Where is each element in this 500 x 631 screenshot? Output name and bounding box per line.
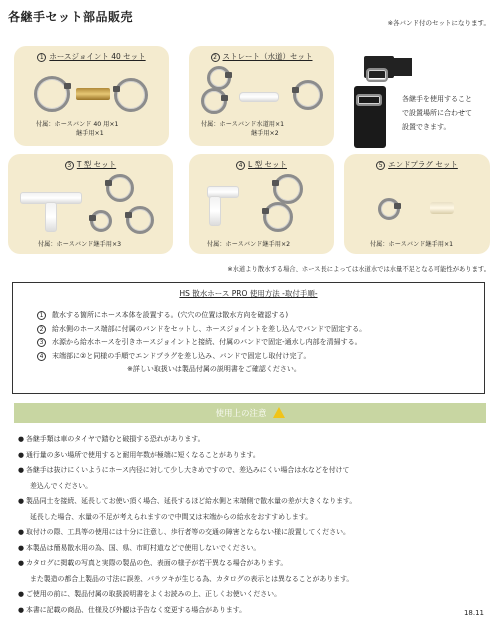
hose-band-picture bbox=[114, 78, 148, 112]
caution-item: ● 製品同士を接続、延長してお使い頂く場合、延長するほど給水側と末端側で散水量の差が大きくなります。 bbox=[18, 497, 357, 505]
usage-step: 2 給水側のホース端部に付属のバンドをセットし、ホースジョイントを差し込んでバンドで固定する。 bbox=[37, 323, 366, 337]
caution-item: ● 本製品は簡易散水用の為、国、県、市町村道などで使用しないでください。 bbox=[18, 543, 261, 552]
caution-title: 使用上の注意 bbox=[215, 409, 267, 419]
set-card-header: 4 L 型 セット bbox=[189, 159, 334, 170]
set-card-5 bbox=[344, 154, 490, 254]
set-caption: 付属：ホースバンド水道用×1 継手用×2 bbox=[201, 121, 285, 137]
caution-item: ● 取付けの際、工具等の使用には十分に注意し、歩行者等の交通の障害とならない様に設置してください。 bbox=[18, 528, 350, 536]
caution-item: ● 各継手は抜けにくいようにホース内径に対して少し大きめですので、差込みにくい場合は水などを付けて bbox=[18, 466, 350, 474]
band-note: ※各バンド付のセットになります。 bbox=[387, 19, 490, 27]
caution-item: また製造の都合上製品の寸法に誤差、バラツキが生じる為、カタログの表示とは異なることがあります。 bbox=[30, 574, 354, 583]
caution-list bbox=[18, 432, 488, 618]
caution-item: 延長した場合、水量の不足が考えられますので中間又は末端からの給水をおすすめします。 bbox=[30, 512, 313, 521]
hose-band-picture bbox=[90, 210, 112, 232]
caution-item: 差込んでください。 bbox=[30, 481, 93, 490]
warning-icon bbox=[273, 407, 285, 418]
usage-step: 3 水源から給水ホースを引きホースジョイントと接続、付属のバンドで固定-通水し内部を清掃する。 bbox=[37, 336, 366, 350]
caution-item: ● カタログに掲載の写真と実際の製品の色、表面の様子が若干異なる場合があります。 bbox=[18, 559, 288, 567]
hose-band-picture bbox=[106, 174, 134, 202]
usage-instructions-box bbox=[12, 282, 485, 394]
hose-band-picture bbox=[293, 80, 323, 110]
hose-band-picture bbox=[126, 206, 154, 234]
hose-band-picture bbox=[273, 174, 303, 204]
usage-steps bbox=[37, 309, 366, 377]
set-card-3 bbox=[8, 154, 173, 254]
l-joint-picture bbox=[209, 196, 221, 226]
caution-header-bar bbox=[14, 403, 486, 423]
caution-item: ● 各継手類は車のタイヤで踏むと破損する恐れがあります。 bbox=[18, 435, 205, 443]
caution-item: ● 通行量の多い場所で使用すると耐用年数が極端に短くなることがあります。 bbox=[18, 450, 260, 459]
end-plug-picture bbox=[430, 202, 454, 214]
set-card-header: 1 ホースジョイント 40 セット bbox=[14, 51, 169, 62]
hose-joint-picture bbox=[76, 88, 110, 100]
set-card-2 bbox=[189, 46, 334, 146]
set-card-4 bbox=[189, 154, 334, 254]
caution-item: ● 本書に記載の商品、仕様及び外観は予告なく変更する場合があります。 bbox=[18, 605, 246, 614]
caution-item: ● ご使用の前に、製品付属の取扱説明書をよくお読みの上、正しくお使いください。 bbox=[18, 590, 281, 598]
document-code: 18.11 bbox=[463, 609, 484, 617]
straight-joint-picture bbox=[239, 92, 279, 102]
hose-band-picture bbox=[378, 198, 400, 220]
set-caption: 付属：ホースバンド継手用×1 bbox=[370, 241, 454, 248]
set-caption: 付属：ホースバンド 40 用×1 継手用×1 bbox=[36, 121, 119, 137]
set-card-header: 5 エンドプラグ セット bbox=[344, 159, 490, 170]
water-supply-note: ※水道より散水する場合、ホース長によっては水道水では水量不足となる可能性があります。 bbox=[227, 266, 490, 273]
set-card-header: 2 ストレート（水道）セット bbox=[189, 51, 334, 62]
usage-note: ※詳しい取扱いは製品付属の説明書をご確認ください。 bbox=[127, 365, 301, 373]
usage-step: 4 末端部に②と同様の手順でエンドプラグを差し込み、バンドで固定し取付け完了。 bbox=[37, 350, 366, 364]
side-note: 各継手を使用すること で設置場所に合わせて 設置できます。 bbox=[402, 95, 472, 131]
set-caption: 付属：ホースバンド継手用×2 bbox=[207, 241, 291, 248]
set-caption: 付属：ホースバンド継手用×3 bbox=[38, 241, 122, 248]
hose-band-picture bbox=[201, 88, 227, 114]
hose-band-picture bbox=[207, 66, 231, 90]
t-joint-picture bbox=[45, 202, 57, 232]
hose-band-picture bbox=[34, 76, 70, 112]
hose-band-picture bbox=[263, 202, 293, 232]
set-card-header: 3 T 型 セット bbox=[8, 159, 173, 170]
usage-step: 1 散水する箇所にホース本体を設置する。(穴穴の位置は散水方向を確認する) bbox=[37, 309, 366, 323]
set-card-1 bbox=[14, 46, 169, 146]
page-title: 各継手セット部品販売 bbox=[8, 10, 134, 24]
usage-title: HS 散水ホース PRO 使用方法 -取付手順- bbox=[179, 289, 318, 298]
